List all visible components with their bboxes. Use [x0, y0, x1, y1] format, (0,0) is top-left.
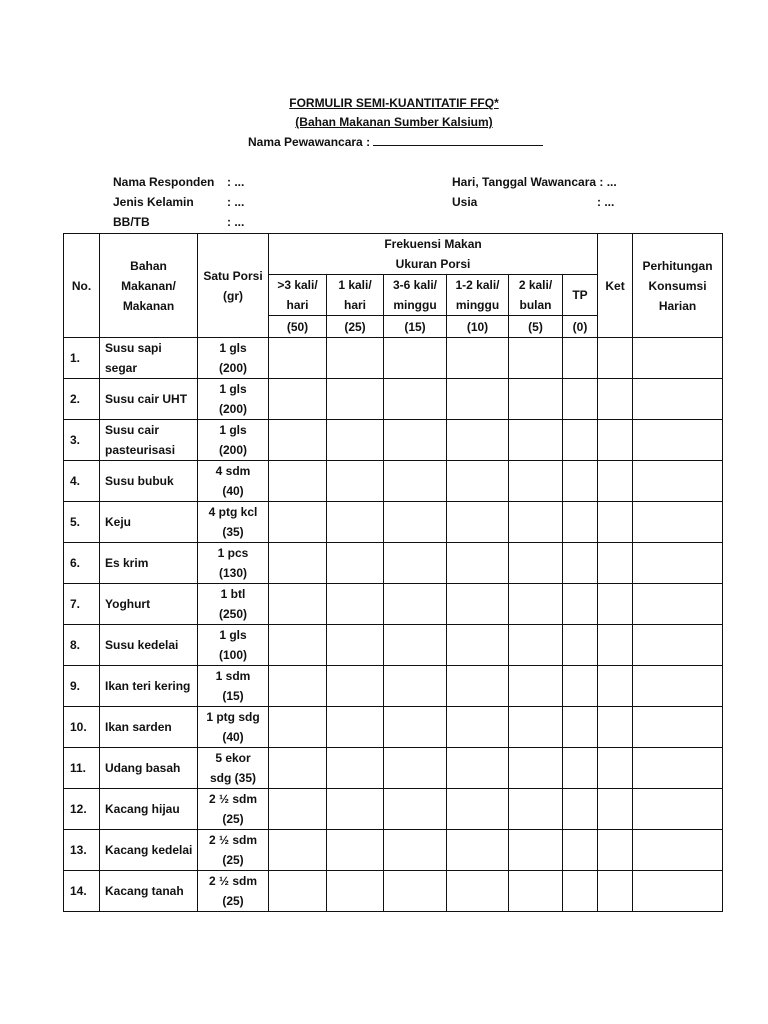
freq-label-line: 1 kali/ [338, 278, 372, 292]
portion-line: 1 btl [220, 587, 246, 601]
food-name [100, 789, 198, 830]
frequency-cell[interactable] [384, 707, 447, 748]
table-row [64, 871, 723, 912]
frequency-cell[interactable] [447, 502, 509, 543]
portion-line: (100) [218, 648, 247, 662]
row-number: 6. [64, 543, 100, 584]
food-name-line: segar [105, 361, 138, 375]
col-perhitungan-line: Perhitungan [642, 258, 713, 273]
food-name-line: Kacang hijau [105, 802, 180, 816]
portion-size [198, 584, 269, 625]
frequency-cell[interactable] [384, 420, 447, 461]
portion-line: (130) [218, 566, 247, 580]
freq-label-line: 3-6 kali/ [392, 278, 438, 292]
row-number: 10. [64, 707, 100, 748]
frequency-cell[interactable] [269, 420, 327, 461]
ket-cell[interactable] [598, 502, 633, 543]
frequency-cell[interactable] [447, 543, 509, 584]
frequency-cell[interactable] [269, 625, 327, 666]
freq-label-line: TP [572, 288, 588, 302]
daily-consumption-cell[interactable] [633, 502, 723, 543]
food-name [100, 420, 198, 461]
freq-label-line: bulan [519, 298, 552, 312]
frequency-cell[interactable] [447, 625, 509, 666]
frequency-cell[interactable] [447, 830, 509, 871]
frequency-cell[interactable] [384, 789, 447, 830]
freq-score: (5) [509, 316, 563, 338]
frequency-cell[interactable] [563, 625, 598, 666]
portion-line: 1 gls [219, 423, 247, 437]
col-bahan-line: Makanan/ [121, 278, 176, 293]
col-porsi-line: Satu Porsi [203, 268, 263, 283]
frequency-cell[interactable] [563, 338, 598, 379]
frequency-cell[interactable] [384, 379, 447, 420]
frequency-cell[interactable] [269, 666, 327, 707]
frequency-cell[interactable] [327, 789, 384, 830]
portion-line: 1 sdm [215, 669, 251, 683]
freq-col-header [269, 275, 327, 316]
col-freq-line: Frekuensi Makan [384, 237, 482, 251]
frequency-cell[interactable] [384, 871, 447, 912]
frequency-cell[interactable] [447, 748, 509, 789]
frequency-cell[interactable] [269, 584, 327, 625]
freq-score: (25) [327, 316, 384, 338]
portion-line: 1 gls [219, 382, 247, 396]
frequency-cell[interactable] [269, 461, 327, 502]
row-number: 13. [64, 830, 100, 871]
row-number: 2. [64, 379, 100, 420]
frequency-cell[interactable] [384, 748, 447, 789]
food-name [100, 666, 198, 707]
frequency-cell[interactable] [327, 420, 384, 461]
age-value[interactable]: : ... [597, 195, 615, 209]
food-name [100, 543, 198, 584]
frequency-cell[interactable] [384, 543, 447, 584]
table-row [64, 666, 723, 707]
freq-label-line: 2 kali/ [518, 278, 553, 292]
portion-line: 2 ½ sdm [208, 874, 258, 888]
portion-line: 4 sdm [215, 464, 251, 478]
gender-value[interactable]: : ... [227, 195, 245, 209]
frequency-cell[interactable] [269, 502, 327, 543]
freq-label-line: >3 kali/ [277, 278, 318, 292]
frequency-cell[interactable] [384, 461, 447, 502]
table-row [64, 379, 723, 420]
freq-score: (0) [563, 316, 598, 338]
form-subtitle: (Bahan Makanan Sumber Kalsium) [295, 115, 493, 129]
frequency-cell[interactable] [563, 543, 598, 584]
food-name [100, 502, 198, 543]
food-name-line: Susu sapi [105, 341, 162, 355]
date-field [452, 175, 617, 189]
frequency-cell[interactable] [327, 379, 384, 420]
ket-cell[interactable] [598, 461, 633, 502]
frequency-cell[interactable] [327, 338, 384, 379]
portion-size [198, 420, 269, 461]
col-porsi-line: (gr) [223, 288, 243, 303]
frequency-cell[interactable] [509, 420, 563, 461]
daily-consumption-cell[interactable] [633, 584, 723, 625]
frequency-cell[interactable] [384, 338, 447, 379]
ket-cell[interactable] [598, 338, 633, 379]
interviewer-blank[interactable] [373, 135, 543, 146]
row-number: 4. [64, 461, 100, 502]
frequency-cell[interactable] [509, 666, 563, 707]
ket-cell[interactable] [598, 871, 633, 912]
ket-cell[interactable] [598, 707, 633, 748]
frequency-cell[interactable] [327, 707, 384, 748]
food-name [100, 379, 198, 420]
age-label: Usia [452, 195, 478, 209]
food-name-line: Susu kedelai [105, 638, 179, 652]
freq-label-line: minggu [393, 298, 437, 312]
frequency-cell[interactable] [327, 748, 384, 789]
frequency-cell[interactable] [384, 625, 447, 666]
freq-label-line: 1-2 kali/ [455, 278, 500, 292]
portion-line: (200) [218, 443, 247, 457]
table-row [64, 584, 723, 625]
daily-consumption-cell[interactable] [633, 379, 723, 420]
respondent-value[interactable]: : ... [227, 175, 245, 189]
food-name [100, 707, 198, 748]
ket-cell[interactable] [598, 748, 633, 789]
ket-cell[interactable] [598, 584, 633, 625]
food-name-line: Es krim [105, 556, 149, 570]
form-title: FORMULIR SEMI-KUANTITATIF FFQ* [289, 96, 499, 110]
gender-label: Jenis Kelamin [113, 195, 194, 209]
daily-consumption-cell[interactable] [633, 543, 723, 584]
frequency-cell[interactable] [384, 830, 447, 871]
portion-line: 5 ekor [215, 751, 251, 765]
frequency-cell[interactable] [563, 584, 598, 625]
col-freq-header [269, 234, 598, 275]
frequency-cell[interactable] [269, 543, 327, 584]
portion-line: sdg (35) [209, 771, 256, 785]
ffq-table [63, 233, 723, 912]
portion-line: (25) [222, 853, 244, 867]
bbtb-field [113, 215, 244, 229]
daily-consumption-cell[interactable] [633, 789, 723, 830]
row-number: 1. [64, 338, 100, 379]
frequency-cell[interactable] [269, 789, 327, 830]
portion-size [198, 871, 269, 912]
frequency-cell[interactable] [269, 871, 327, 912]
food-name [100, 338, 198, 379]
portion-size [198, 748, 269, 789]
portion-size [198, 338, 269, 379]
frequency-cell[interactable] [509, 707, 563, 748]
frequency-cell[interactable] [563, 830, 598, 871]
frequency-cell[interactable] [327, 543, 384, 584]
respondent-label: Nama Responden [113, 175, 215, 189]
portion-size [198, 461, 269, 502]
ket-cell[interactable] [598, 666, 633, 707]
frequency-cell[interactable] [563, 461, 598, 502]
frequency-cell[interactable] [509, 789, 563, 830]
portion-size [198, 625, 269, 666]
gender-field [113, 195, 244, 209]
frequency-cell[interactable] [327, 625, 384, 666]
food-name-line: Yoghurt [105, 597, 151, 611]
food-name [100, 871, 198, 912]
food-name-line: Susu cair [105, 423, 160, 437]
frequency-cell[interactable] [269, 338, 327, 379]
col-no-header: No. [64, 234, 100, 338]
respondent-field [113, 175, 244, 189]
row-number: 3. [64, 420, 100, 461]
daily-consumption-cell[interactable] [633, 625, 723, 666]
frequency-cell[interactable] [327, 502, 384, 543]
bbtb-label: BB/TB [113, 215, 150, 229]
frequency-cell[interactable] [563, 871, 598, 912]
freq-col-header [509, 275, 563, 316]
daily-consumption-cell[interactable] [633, 830, 723, 871]
frequency-cell[interactable] [447, 871, 509, 912]
portion-size [198, 707, 269, 748]
table-row [64, 748, 723, 789]
frequency-cell[interactable] [384, 502, 447, 543]
frequency-cell[interactable] [509, 543, 563, 584]
table-row [64, 338, 723, 379]
frequency-cell[interactable] [509, 830, 563, 871]
portion-line: (40) [222, 484, 244, 498]
frequency-cell[interactable] [447, 789, 509, 830]
col-freq-line: Ukuran Porsi [395, 257, 471, 271]
frequency-cell[interactable] [563, 707, 598, 748]
frequency-cell[interactable] [447, 707, 509, 748]
frequency-cell[interactable] [447, 461, 509, 502]
portion-line: 1 gls [219, 628, 247, 642]
food-name-line: Ikan teri kering [105, 679, 191, 693]
frequency-cell[interactable] [269, 707, 327, 748]
food-name [100, 748, 198, 789]
food-name [100, 625, 198, 666]
portion-line: 1 gls [219, 341, 247, 355]
daily-consumption-cell[interactable] [633, 461, 723, 502]
food-name [100, 584, 198, 625]
table-row [64, 543, 723, 584]
ket-cell[interactable] [598, 420, 633, 461]
frequency-cell[interactable] [563, 789, 598, 830]
table-row [64, 830, 723, 871]
portion-size [198, 666, 269, 707]
row-number: 7. [64, 584, 100, 625]
daily-consumption-cell[interactable] [633, 748, 723, 789]
daily-consumption-cell[interactable] [633, 666, 723, 707]
portion-size [198, 830, 269, 871]
frequency-cell[interactable] [384, 666, 447, 707]
date-label: Hari, Tanggal Wawancara : [452, 175, 604, 189]
food-name-line: Kacang kedelai [105, 843, 193, 857]
frequency-cell[interactable] [509, 461, 563, 502]
portion-size [198, 502, 269, 543]
bbtb-value[interactable]: : ... [227, 215, 245, 229]
food-name-line: Udang basah [105, 761, 181, 775]
freq-label-line: minggu [455, 298, 500, 312]
row-number: 12. [64, 789, 100, 830]
col-perhitungan-header [633, 234, 723, 338]
freq-label-line: hari [286, 298, 309, 312]
table-row [64, 707, 723, 748]
col-bahan-header [100, 234, 198, 338]
portion-line: (40) [222, 730, 244, 744]
freq-col-header [327, 275, 384, 316]
frequency-cell[interactable] [563, 748, 598, 789]
food-name-line: Kacang tanah [105, 884, 184, 898]
ket-cell[interactable] [598, 543, 633, 584]
frequency-cell[interactable] [447, 584, 509, 625]
portion-line: 2 ½ sdm [208, 792, 258, 806]
frequency-cell[interactable] [327, 666, 384, 707]
frequency-cell[interactable] [509, 584, 563, 625]
portion-line: (200) [218, 361, 247, 375]
portion-line: 1 pcs [217, 546, 249, 560]
portion-size [198, 379, 269, 420]
frequency-cell[interactable] [509, 871, 563, 912]
frequency-cell[interactable] [447, 666, 509, 707]
interviewer-field [248, 135, 543, 149]
daily-consumption-cell[interactable] [633, 871, 723, 912]
table-row [64, 461, 723, 502]
frequency-cell[interactable] [327, 584, 384, 625]
col-perhitungan-line: Konsumsi [648, 278, 707, 293]
frequency-cell[interactable] [509, 338, 563, 379]
col-bahan-line: Bahan [130, 258, 167, 273]
age-field [452, 195, 614, 209]
portion-size [198, 543, 269, 584]
portion-line: (25) [222, 812, 244, 826]
frequency-cell[interactable] [563, 420, 598, 461]
ket-cell[interactable] [598, 830, 633, 871]
portion-line: (15) [222, 689, 244, 703]
frequency-cell[interactable] [563, 502, 598, 543]
portion-line: 4 ptg kcl [208, 505, 258, 519]
frequency-cell[interactable] [269, 748, 327, 789]
table-row [64, 502, 723, 543]
daily-consumption-cell[interactable] [633, 420, 723, 461]
row-number: 8. [64, 625, 100, 666]
portion-line: (35) [222, 525, 244, 539]
food-name-line: pasteurisasi [105, 443, 176, 457]
col-ket-header: Ket [598, 234, 633, 338]
freq-col-header [384, 275, 447, 316]
row-number: 5. [64, 502, 100, 543]
food-name-line: Keju [105, 515, 132, 529]
frequency-cell[interactable] [447, 420, 509, 461]
date-value[interactable]: ... [606, 175, 617, 189]
freq-score: (15) [384, 316, 447, 338]
table-row [64, 789, 723, 830]
freq-col-header [563, 275, 598, 316]
portion-line: (25) [222, 894, 244, 908]
table-row [64, 625, 723, 666]
frequency-cell[interactable] [327, 871, 384, 912]
food-name [100, 461, 198, 502]
frequency-cell[interactable] [384, 584, 447, 625]
frequency-cell[interactable] [447, 338, 509, 379]
ffq-table-body [64, 338, 723, 912]
freq-col-header [447, 275, 509, 316]
frequency-cell[interactable] [327, 461, 384, 502]
row-number: 14. [64, 871, 100, 912]
daily-consumption-cell[interactable] [633, 338, 723, 379]
portion-line: 1 ptg sdg [206, 710, 260, 724]
frequency-cell[interactable] [509, 748, 563, 789]
food-name-line: Susu cair UHT [105, 392, 188, 406]
frequency-cell[interactable] [509, 625, 563, 666]
frequency-cell[interactable] [509, 502, 563, 543]
food-name-line: Ikan sarden [105, 720, 172, 734]
frequency-cell[interactable] [269, 830, 327, 871]
frequency-cell[interactable] [327, 830, 384, 871]
portion-size [198, 789, 269, 830]
ket-cell[interactable] [598, 789, 633, 830]
col-porsi-header [198, 234, 269, 338]
food-name [100, 830, 198, 871]
food-name-line: Susu bubuk [105, 474, 174, 488]
freq-score: (50) [269, 316, 327, 338]
col-bahan-line: Makanan [122, 298, 175, 313]
frequency-cell[interactable] [563, 379, 598, 420]
portion-line: (200) [218, 402, 247, 416]
frequency-cell[interactable] [447, 379, 509, 420]
ket-cell[interactable] [598, 625, 633, 666]
portion-line: (250) [218, 607, 247, 621]
frequency-cell[interactable] [509, 379, 563, 420]
table-row [64, 420, 723, 461]
daily-consumption-cell[interactable] [633, 707, 723, 748]
col-perhitungan-line: Harian [658, 298, 697, 313]
frequency-cell[interactable] [269, 379, 327, 420]
ket-cell[interactable] [598, 379, 633, 420]
interviewer-label: Nama Pewawancara : [248, 135, 371, 149]
portion-line: 2 ½ sdm [208, 833, 258, 847]
row-number: 9. [64, 666, 100, 707]
freq-score: (10) [447, 316, 509, 338]
row-number: 11. [64, 748, 100, 789]
frequency-cell[interactable] [563, 666, 598, 707]
freq-label-line: hari [343, 298, 366, 312]
